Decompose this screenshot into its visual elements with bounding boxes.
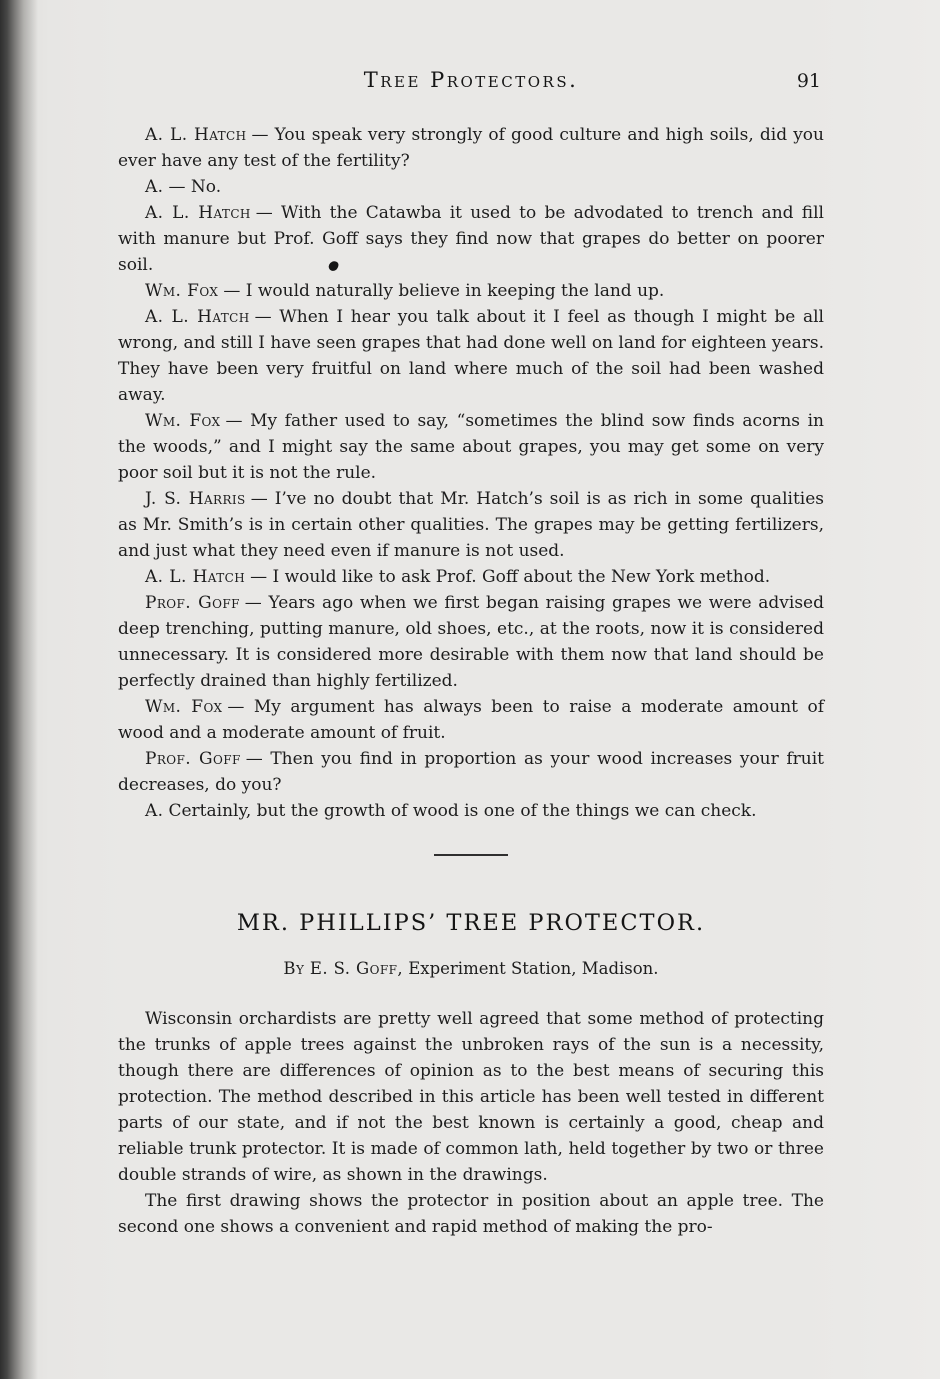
speaker-name: A. <box>145 801 164 821</box>
speaker-name: Prof. Goff <box>145 749 241 769</box>
dialogue-text: Certainly, but the growth of wood is one of the things we can check. <box>168 801 757 821</box>
page-number: 91 <box>796 70 821 92</box>
speaker-name: A. L. Hatch <box>145 203 251 223</box>
dialogue-paragraph <box>118 122 824 174</box>
dialogue-text: — Years ago when we first began raising grapes we were advised deep trenching, putting manure, old shoes, etc., at the roots, now it is considered unnecessary. It is considered more desirable with them now that land should be perfectly drained than highly fertilized. <box>118 593 824 691</box>
dialogue-paragraph <box>118 408 824 486</box>
dialogue-paragraph <box>118 564 824 590</box>
page-title: Tree Protectors. <box>363 68 579 92</box>
article-paragraph: The first drawing shows the protector in position about an apple tree. The second one shows a convenient and rapid method of making the pro- <box>118 1191 824 1237</box>
byline <box>118 959 824 978</box>
article-body <box>118 1006 824 1240</box>
dialogue-paragraph <box>118 278 824 304</box>
dialogue-paragraph <box>118 200 824 278</box>
dialogue-text: — With the Catawba it used to be advodated to trench and fill with manure but Prof. Goff says they find now that grapes do better on poorer soil. <box>118 203 824 275</box>
speaker-name: A. L. Hatch <box>145 567 246 587</box>
dialogue-text: — No. <box>168 177 222 197</box>
dialogue-text: — When I hear you talk about it I feel as though I might be all wrong, and still I have seen grapes that had done well on land for eighteen years. They have been very fruitful on land where much of the soil had been washed away. <box>118 307 824 405</box>
dialogue-text: — I would like to ask Prof. Goff about the New York method. <box>250 567 771 587</box>
speaker-name: A. L. Hatch <box>145 307 250 327</box>
dialogue-text: — My argument has always been to raise a moderate amount of wood and a moderate amount of fruit. <box>118 697 824 743</box>
dialogue-text: — My father used to say, “sometimes the blind sow finds acorns in the woods,” and I might say the same about grapes, you may get some on very poor soil but it is not the rule. <box>118 411 824 483</box>
speaker-name: A. <box>145 177 164 197</box>
article-paragraph: Wisconsin orchardists are pretty well agreed that some method of protecting the trunks of apple trees against the unbroken rays of the sun is a necessity, though there are differences of opinion as to the best means of securing this protection. The method described in this article has been well tested in different parts of our state, and if not the best known is certainly a good, cheap and reliable trunk protector. It is made of common lath, held together by two or three double strands of wire, as shown in the drawings. <box>118 1009 824 1185</box>
dialogue-paragraph <box>118 590 824 694</box>
discussion-section <box>118 122 824 824</box>
byline-affiliation: Experiment Station, Madison. <box>402 959 659 978</box>
dialogue-paragraph <box>118 798 824 824</box>
section-title: MR. PHILLIPS’ TREE PROTECTOR. <box>236 910 706 936</box>
dialogue-paragraph <box>118 174 824 200</box>
dialogue-paragraph <box>118 746 824 798</box>
speaker-name: Wm. Fox <box>145 697 223 717</box>
dialogue-paragraph <box>118 486 824 564</box>
page-header <box>118 0 824 92</box>
speaker-name: A. L. Hatch <box>145 125 247 145</box>
byline-author: By E. S. Goff, <box>283 959 403 978</box>
speaker-name: Wm. Fox <box>145 281 219 301</box>
dialogue-text: — I would naturally believe in keeping the land up. <box>223 281 665 301</box>
dialogue-paragraph <box>118 304 824 408</box>
dialogue-text: — Then you find in proportion as your wood increases your fruit decreases, do you? <box>118 749 824 795</box>
dialogue-text: — You speak very strongly of good culture and high soils, did you ever have any test of the fertility? <box>118 125 824 171</box>
speaker-name: Wm. Fox <box>145 411 221 431</box>
speaker-name: J. S. Harris <box>145 489 246 509</box>
speaker-name: Prof. Goff <box>145 593 240 613</box>
dialogue-text: — I’ve no doubt that Mr. Hatch’s soil is as rich in some qualities as Mr. Smith’s is in certain other qualities. The grapes may be getting fertilizers, and just what they need even if manure is not used. <box>118 489 824 561</box>
section-divider <box>434 854 508 856</box>
dialogue-paragraph <box>118 694 824 746</box>
